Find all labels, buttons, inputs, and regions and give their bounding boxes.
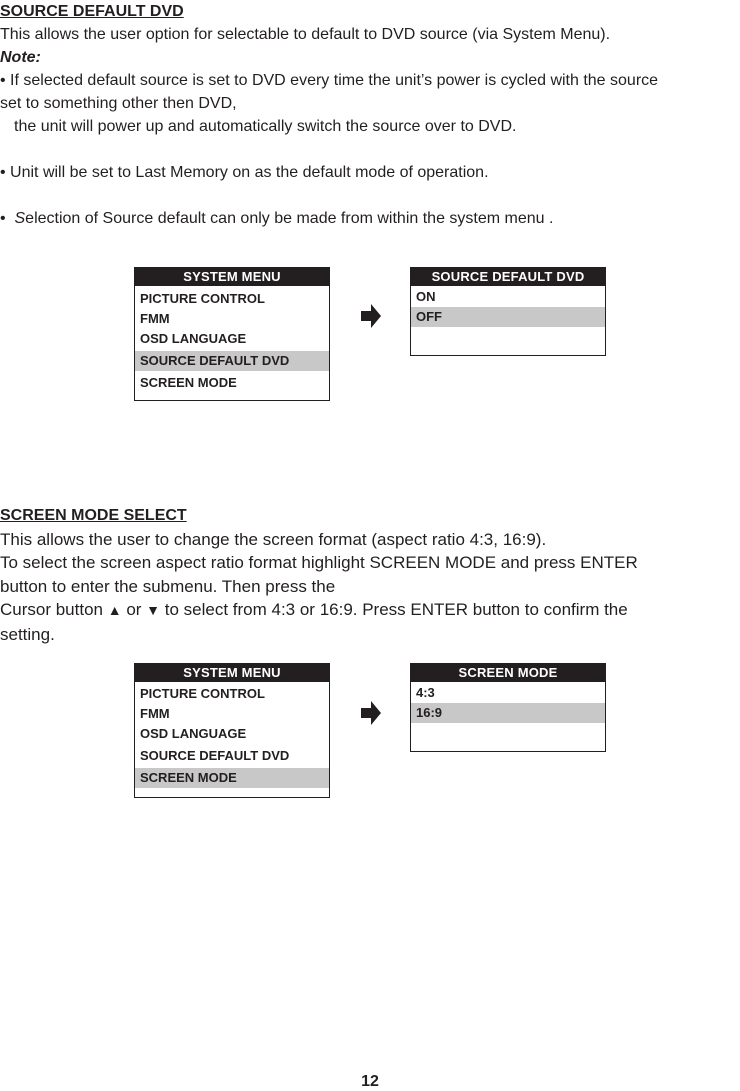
menu-item-screen-mode[interactable]: SCREEN MODE [135,768,329,788]
bullet-text: the unit will power up and automatically switch the source over to DVD. [14,118,517,135]
submenu-item-16-9[interactable]: 16:9 [411,703,605,723]
intro-text: This allows the user option for selectable to default to DVD source (via System Menu). [0,26,611,43]
menu-item-osd-language[interactable]: OSD LANGUAGE [140,331,247,346]
bullet-text: • Selection of Source default can only be made from within the system menu . [0,210,554,227]
arrow-right-icon [361,304,381,328]
submenu-box [410,663,606,752]
section-title: SOURCE DEFAULT DVD [0,3,184,20]
menu-item-fmm[interactable]: FMM [140,706,170,721]
system-menu-box [134,267,330,401]
bullet-text: set to something other then DVD, [0,95,237,112]
up-arrow-icon: ▲ [107,602,122,618]
bullet-text: • Unit will be set to Last Memory on as the default mode of operation. [0,164,489,181]
submenu-box [410,267,606,356]
submenu-title: SOURCE DEFAULT DVD [411,268,605,286]
arrow-right-icon [361,701,381,725]
menu-item-source-default-dvd[interactable]: SOURCE DEFAULT DVD [135,351,329,371]
menu-item-picture-control[interactable]: PICTURE CONTROL [140,291,265,306]
body-text: This allows the user to change the screen format (aspect ratio 4:3, 16:9). [0,529,547,549]
menu-title: SYSTEM MENU [135,664,329,682]
menu-item-screen-mode[interactable]: SCREEN MODE [140,375,237,390]
menu-item-source-default-dvd[interactable]: SOURCE DEFAULT DVD [140,748,290,763]
body-text: Cursor button ▲ or ▼ to select from 4:3 or 16:9. Press ENTER button to confirm the [0,600,628,619]
menu-item-picture-control[interactable]: PICTURE CONTROL [140,686,265,701]
note-label: Note: [0,49,41,66]
system-menu-box [134,663,330,798]
menu-title: SYSTEM MENU [135,268,329,286]
down-arrow-icon: ▼ [146,602,161,618]
submenu-title: SCREEN MODE [411,664,605,682]
body-text: To select the screen aspect ratio format highlight SCREEN MODE and press ENTER [0,553,638,572]
bullet-text: • If selected default source is set to DVD every time the unit’s power is cycled with the source [0,72,659,89]
page-number: 12 [361,1073,379,1090]
body-text: button to enter the submenu. Then press the [0,576,336,596]
section-source-default-dvd [0,0,740,230]
submenu-item-4-3[interactable]: 4:3 [416,685,435,700]
menu-item-osd-language[interactable]: OSD LANGUAGE [140,726,247,741]
section-title: SCREEN MODE SELECT [0,507,187,524]
body-text: setting. [0,624,55,644]
submenu-item-off[interactable]: OFF [411,307,605,327]
submenu-item-on[interactable]: ON [416,289,436,304]
section-screen-mode-select [0,504,740,646]
menu-item-fmm[interactable]: FMM [140,311,170,326]
